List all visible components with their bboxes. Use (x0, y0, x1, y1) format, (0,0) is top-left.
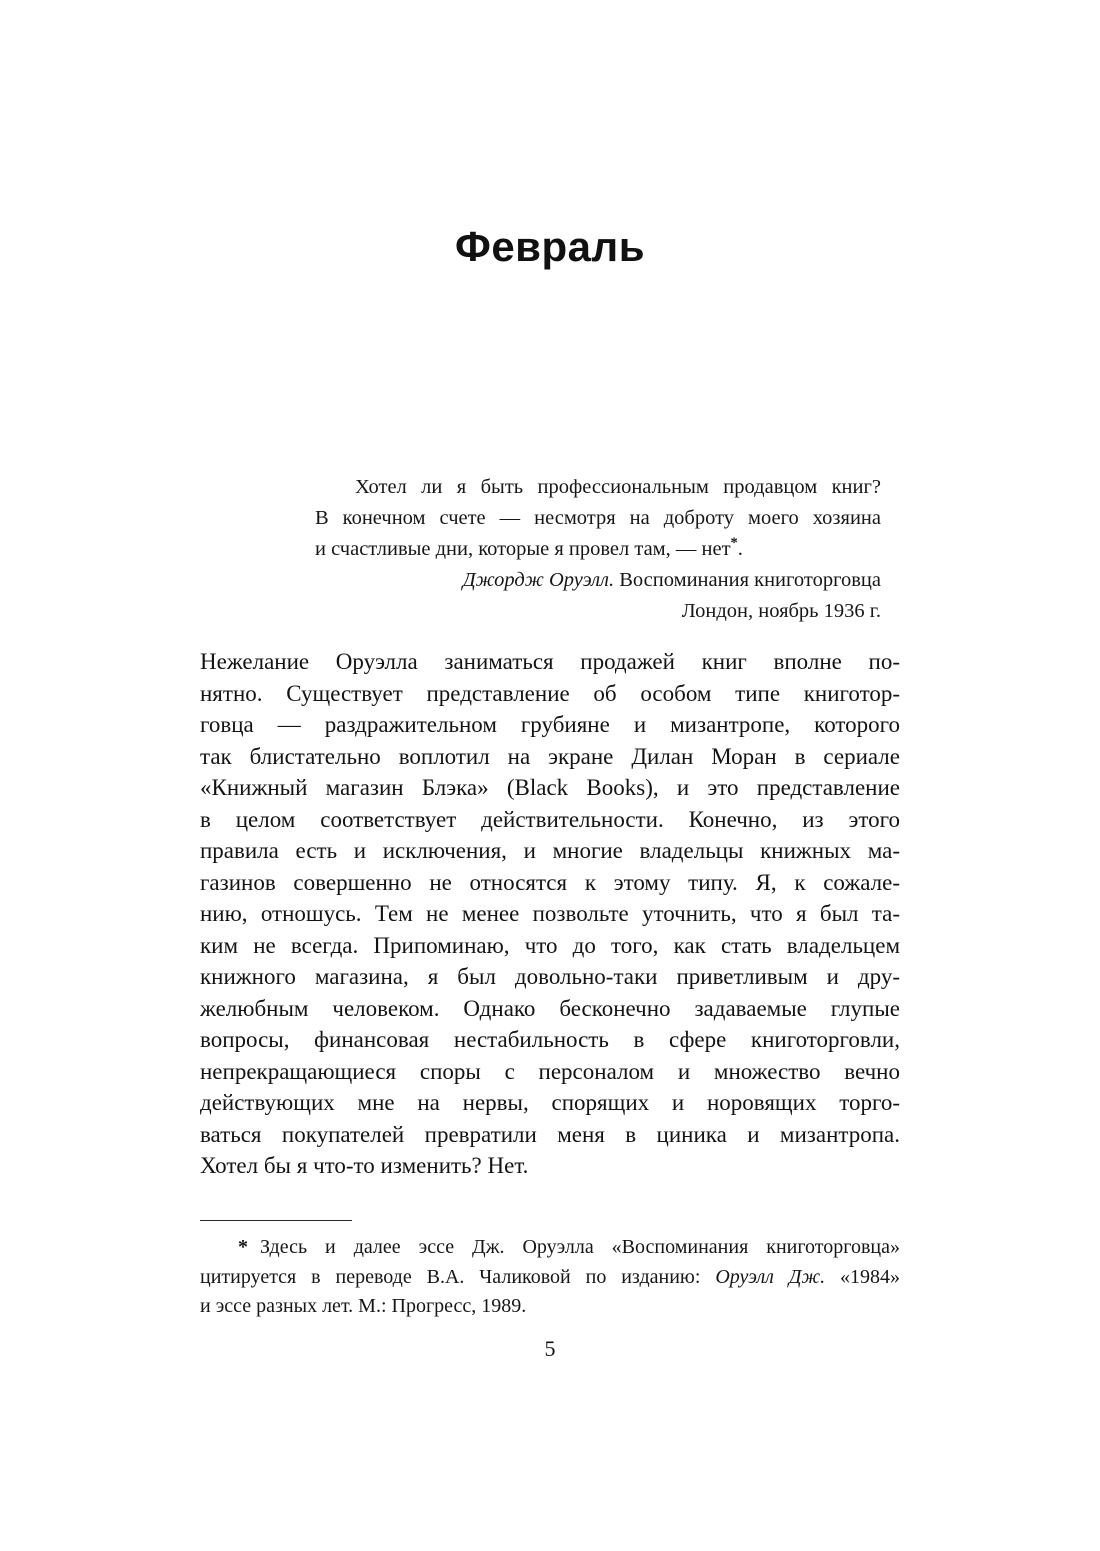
body-line: правила есть и исключения, и многие владельцы книжных ма- (200, 838, 900, 863)
footnote-line: и эссе разных лет. М.: Прогресс, 1989. (200, 1295, 527, 1317)
footnote (200, 1233, 900, 1322)
footnote-line-text: «1984» (825, 1265, 901, 1288)
footnote-line (200, 1263, 900, 1293)
body-line: в целом соответствует действительности. Конечно, из этого (200, 806, 900, 832)
body-line: книжного магазина, я был довольно-таки приветливым и дру- (200, 964, 900, 989)
attribution-place-date: Лондон, ноябрь 1936 г. (681, 600, 881, 622)
epigraph-attribution (315, 565, 881, 596)
footnote-line-text: цитируется в переводе В.А. Чаликовой по изданию: (200, 1265, 716, 1288)
body-line: желюбным человеком. Однако бесконечно задаваемые глупые (200, 995, 900, 1021)
body-line: газинов совершенно не относятся к этому типу. Я, к сожале- (200, 869, 900, 895)
attribution-work: Воспоминания книготорговца (614, 569, 881, 591)
footnote-reference-asterisk: * (730, 535, 738, 552)
body-line: ким не всегда. Припоминаю, что до того, как стать владельцем (200, 932, 900, 958)
body-line: ваться покупателей превратили меня в циника и мизантропа. (200, 1121, 900, 1147)
epigraph-line-end: . (737, 538, 743, 560)
footnote-separator-rule (200, 1220, 352, 1221)
body-line: непрекращающиеся споры с персоналом и множество вечно (200, 1058, 900, 1084)
body-line: нятно. Существует представление об особом типе книготор- (200, 680, 900, 706)
body-line: «Книжный магазин Блэка» (Black Books), и это представление (200, 775, 900, 800)
body-line: говца — раздражительном грубияне и мизантропе, которого (200, 712, 900, 737)
epigraph-line: Хотел ли я быть профессиональным продавцом книг? (355, 476, 881, 498)
footnote-cited-author: Оруэлл Дж. (715, 1265, 826, 1288)
page-number: 5 (544, 1336, 556, 1361)
footnote-line-text: Здесь и далее эссе Дж. Оруэлла «Воспоминания книготорговца» (260, 1236, 900, 1258)
chapter-title: Февраль (454, 223, 646, 270)
epigraph (315, 472, 881, 627)
epigraph-line-text: и счастливые дни, которые я провел там, — нет (315, 538, 731, 560)
footnote-marker-asterisk: * (238, 1236, 248, 1258)
attribution-author: Джордж Оруэлл. (462, 569, 615, 591)
body-paragraph (200, 646, 900, 1182)
body-line: нию, отношусь. Тем не менее позвольте уточнить, что я был та- (200, 901, 900, 926)
body-line: действующих мне на нервы, спорящих и норовящих торго- (200, 1090, 900, 1115)
epigraph-line (315, 534, 881, 565)
body-line: Хотел бы я что-то изменить? Нет. (200, 1153, 529, 1178)
body-line: так блистательно воплотил на экране Дилан Моран в сериале (200, 743, 900, 769)
body-line: вопросы, финансовая нестабильность в сфере книготорговли, (200, 1027, 900, 1052)
body-line: Нежелание Оруэлла заниматься продажей книг вполне по- (200, 649, 900, 674)
footnote-line (200, 1233, 900, 1263)
epigraph-line: В конечном счете — несмотря на доброту моего хозяина (315, 507, 881, 529)
